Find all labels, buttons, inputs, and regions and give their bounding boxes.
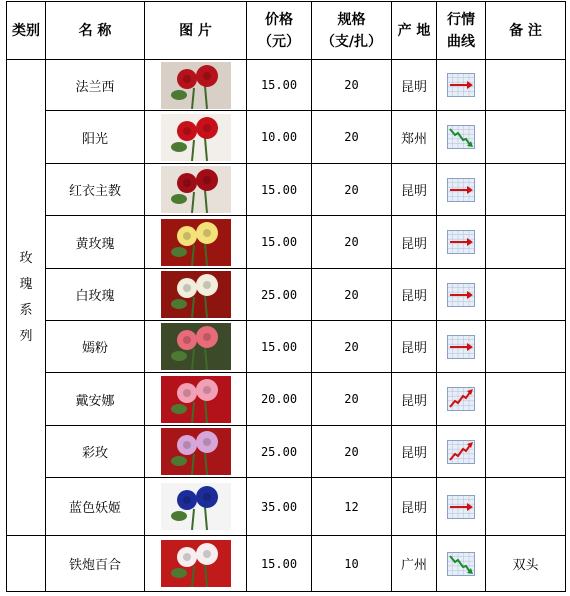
note-cell: [486, 478, 566, 536]
header-trend: [437, 2, 486, 60]
trend-flat-icon: [447, 230, 475, 254]
note-cell: [486, 216, 566, 269]
price-cell: 10.00: [247, 111, 312, 164]
trend-up-icon: [447, 440, 475, 464]
flower-name: 彩玫: [46, 426, 145, 478]
header-price: [247, 2, 312, 60]
spec-cell: 10: [312, 536, 392, 592]
category-char: 系: [19, 302, 33, 318]
price-cell: 15.00: [247, 164, 312, 216]
table-row: [7, 321, 566, 373]
flower-name: 嫣粉: [46, 321, 145, 373]
trend-down-icon: [447, 552, 475, 576]
header-trend-line1: 行情: [447, 11, 475, 28]
table-row: [7, 373, 566, 426]
trend-cell: [437, 426, 486, 478]
spec-cell: 20: [312, 60, 392, 111]
trend-cell: [437, 321, 486, 373]
trend-up-icon: [447, 387, 475, 411]
origin-cell: 昆明: [392, 164, 437, 216]
flower-photo: [161, 114, 231, 161]
header-price-unit: （元）: [258, 33, 300, 50]
spec-cell: 20: [312, 164, 392, 216]
header-name: 名 称: [46, 2, 145, 60]
flower-name: 白玫瑰: [46, 269, 145, 321]
note-cell: [486, 111, 566, 164]
header-row: [7, 2, 566, 60]
spec-cell: 20: [312, 426, 392, 478]
trend-cell: [437, 536, 486, 592]
flower-image-cell: [145, 321, 247, 373]
flower-name: 红衣主教: [46, 164, 145, 216]
trend-down-icon: [447, 125, 475, 149]
table-row: [7, 269, 566, 321]
price-cell: 20.00: [247, 373, 312, 426]
trend-cell: [437, 373, 486, 426]
flower-image-cell: [145, 164, 247, 216]
flower-name: 铁炮百合: [46, 536, 145, 592]
origin-cell: 昆明: [392, 269, 437, 321]
flower-image-cell: [145, 269, 247, 321]
price-cell: 15.00: [247, 321, 312, 373]
trend-cell: [437, 164, 486, 216]
spec-cell: 20: [312, 321, 392, 373]
origin-cell: 昆明: [392, 60, 437, 111]
category-char: 列: [19, 328, 33, 344]
flower-name: 蓝色妖姬: [46, 478, 145, 536]
price-cell: 15.00: [247, 536, 312, 592]
flower-name: 阳光: [46, 111, 145, 164]
note-cell: [486, 426, 566, 478]
header-note: 备 注: [486, 2, 566, 60]
origin-cell: 郑州: [392, 111, 437, 164]
trend-flat-icon: [447, 335, 475, 359]
header-image: 图 片: [145, 2, 247, 60]
spec-cell: 12: [312, 478, 392, 536]
flower-image-cell: [145, 426, 247, 478]
trend-flat-icon: [447, 495, 475, 519]
trend-flat-icon: [447, 283, 475, 307]
spec-cell: 20: [312, 269, 392, 321]
table-row: [7, 164, 566, 216]
table-row: [7, 478, 566, 536]
table-row: [7, 536, 566, 592]
flower-photo: [161, 428, 231, 475]
trend-flat-icon: [447, 73, 475, 97]
trend-cell: [437, 269, 486, 321]
origin-cell: 昆明: [392, 321, 437, 373]
spec-cell: 20: [312, 373, 392, 426]
note-cell: [486, 164, 566, 216]
header-category: 类别: [7, 2, 46, 60]
flower-image-cell: [145, 478, 247, 536]
trend-cell: [437, 111, 486, 164]
header-spec-label: 规格: [337, 11, 366, 28]
flower-photo: [161, 540, 231, 587]
category-char: 瑰: [19, 276, 33, 292]
flower-image-cell: [145, 373, 247, 426]
table-row: [7, 216, 566, 269]
trend-flat-icon: [447, 178, 475, 202]
origin-cell: 昆明: [392, 426, 437, 478]
flower-price-table: [6, 1, 566, 592]
flower-image-cell: [145, 216, 247, 269]
flower-name: 黄玫瑰: [46, 216, 145, 269]
flower-photo: [161, 323, 231, 370]
header-spec: [312, 2, 392, 60]
trend-cell: [437, 216, 486, 269]
trend-cell: [437, 60, 486, 111]
flower-photo: [161, 483, 231, 530]
flower-name: 戴安娜: [46, 373, 145, 426]
spec-cell: 20: [312, 111, 392, 164]
trend-cell: [437, 478, 486, 536]
origin-cell: 昆明: [392, 216, 437, 269]
note-cell: [486, 269, 566, 321]
flower-photo: [161, 62, 231, 109]
price-cell: 25.00: [247, 269, 312, 321]
flower-photo: [161, 271, 231, 318]
note-cell: [486, 321, 566, 373]
flower-image-cell: [145, 60, 247, 111]
table-row: [7, 426, 566, 478]
flower-image-cell: [145, 111, 247, 164]
header-price-label: 价格: [265, 11, 293, 28]
category-char: 玫: [19, 250, 33, 266]
category-cell: [7, 536, 46, 592]
table-row: [7, 111, 566, 164]
note-cell: 双头: [486, 536, 566, 592]
note-cell: [486, 373, 566, 426]
flower-name: 法兰西: [46, 60, 145, 111]
price-cell: 15.00: [247, 216, 312, 269]
table-row: [7, 60, 566, 111]
spec-cell: 20: [312, 216, 392, 269]
origin-cell: 广州: [392, 536, 437, 592]
price-cell: 25.00: [247, 426, 312, 478]
flower-photo: [161, 219, 231, 266]
origin-cell: 昆明: [392, 478, 437, 536]
price-cell: 35.00: [247, 478, 312, 536]
price-cell: 15.00: [247, 60, 312, 111]
header-spec-unit: （支/扎）: [320, 33, 383, 50]
flower-image-cell: [145, 536, 247, 592]
origin-cell: 昆明: [392, 373, 437, 426]
flower-photo: [161, 166, 231, 213]
category-cell: [7, 60, 46, 536]
header-origin: 产 地: [392, 2, 437, 60]
flower-photo: [161, 376, 231, 423]
header-trend-line2: 曲线: [447, 33, 475, 50]
note-cell: [486, 60, 566, 111]
